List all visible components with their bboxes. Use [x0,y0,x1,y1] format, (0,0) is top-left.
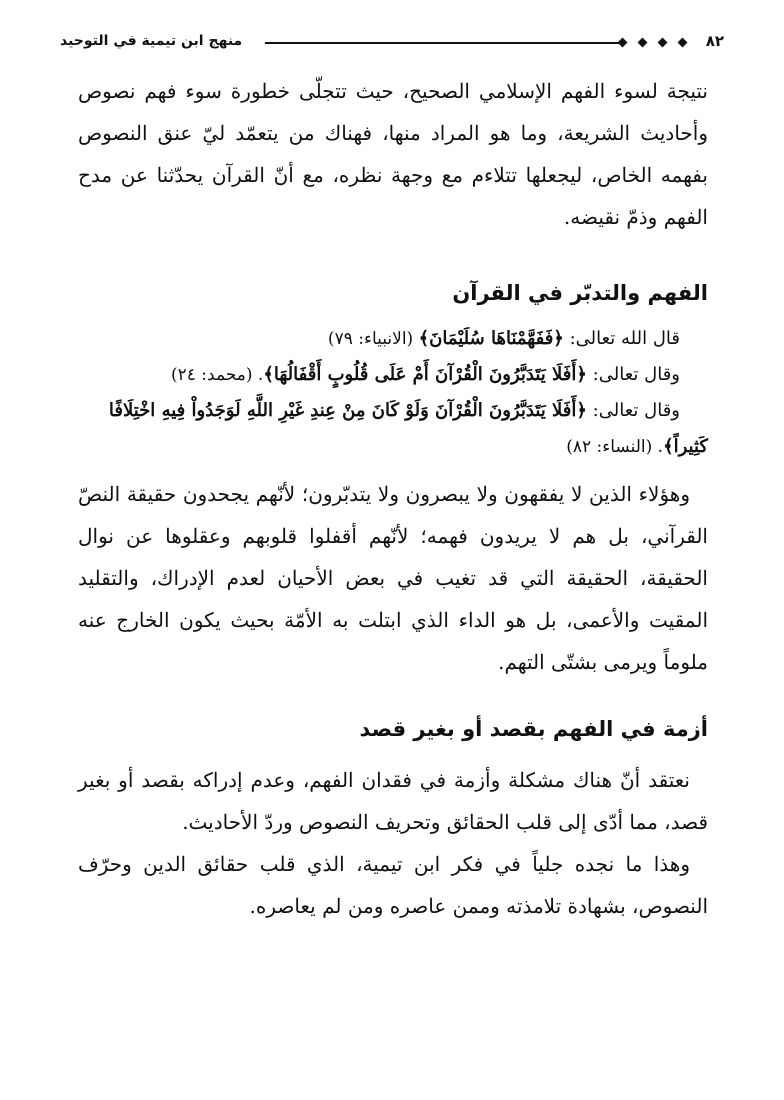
verse-3-text-continued: كَثِيراً﴾ [663,436,708,457]
paragraph-2: وهؤلاء الذين لا يفقهون ولا يبصرون ولا يتدبّرون؛ لأنّهم يجحدون حقيقة النصّ القرآني، بل هم لا يريدون فهمه؛ لأنّهم أقفلوا قلوبهم وعقلوها عن نوال الحقيقة، الحقيقة التي قد تغيب في بعض الأحيان لعدم الإدراك، والتقليد المقيت والأعمى، بل هو الداء الذي ابتلت به الأمّة بحيث يكون الخارج عنه ملوماً ويرمى بشتّى التهم. [78,482,708,674]
header-ornament [616,35,690,51]
verse-1-reference: (الانبياء: ٧٩) [327,329,419,349]
running-title: منهج ابن تيمية في التوحيد [60,33,243,49]
verse-3-text: ﴿أَفَلَا يَتَدَبَّرُونَ الْقُرْآنَ وَلَوْ كَانَ مِنْ عِندِ غَيْرِ اللَّهِ لَوَجَدُواْ فِيهِ اخْتِلَافًا [108,400,587,421]
verse-3-intro: وقال تعالى: [586,400,680,421]
page-content [78,70,708,927]
section-heading-crisis: أزمة في الفهم بقصد أو بغير قصد [359,717,708,741]
verse-3-reference: . (النساء: ٨٢) [566,437,664,457]
ornament-diamond [678,38,688,48]
verse-1 [78,321,708,357]
header-rule [265,42,626,44]
verse-2-text: ﴿أَفَلَا يَتَدَبَّرُونَ الْقُرْآنَ أَمْ عَلَى قُلُوبٍ أَقْفَالُهَا﴾ [263,364,587,385]
verse-2-intro: وقال تعالى: [586,364,680,385]
paragraph-1: نتيجة لسوء الفهم الإسلامي الصحيح، حيث تتجلّى خطورة سوء فهم نصوص وأحاديث الشريعة، وما هو المراد منها، فهناك من يتعمّد ليّ عنق النصوص بفهمه الخاص، ليجعلها تتلاءم مع وجهة نظره، مع أنّ القرآن يحدّثنا عن مدح الفهم وذمّ نقيضه. [78,79,708,229]
section-heading-understanding: الفهم والتدبّر في القرآن [452,281,708,305]
ornament-diamond [618,38,628,48]
verse-1-text: ﴿فَفَهَّمْنَاهَا سُلَيْمَانَ﴾ [418,328,564,349]
verse-2-reference: . (محمد: ٢٤) [171,365,264,385]
page-header [60,30,724,58]
verse-1-intro: قال الله تعالى: [563,328,680,349]
verse-3 [78,393,708,429]
verse-3-continuation [78,429,708,465]
paragraph-4: وهذا ما نجده جلياً في فكر ابن تيمية، الذي قلب حقائق الدين وحرّف النصوص، بشهادة تلامذته وممن عاصره ومن لم يعاصره. [78,852,708,918]
paragraph-3: نعتقد أنّ هناك مشكلة وأزمة في فقدان الفهم، وعدم إدراكه بقصد أو بغير قصد، مما أدّى إلى قلب الحقائق وتحريف النصوص وردّ الأحاديث. [78,768,708,834]
verse-2 [78,357,708,393]
ornament-diamond [638,38,648,48]
page-number: ٨٢ [705,32,724,50]
ornament-diamond [658,38,668,48]
